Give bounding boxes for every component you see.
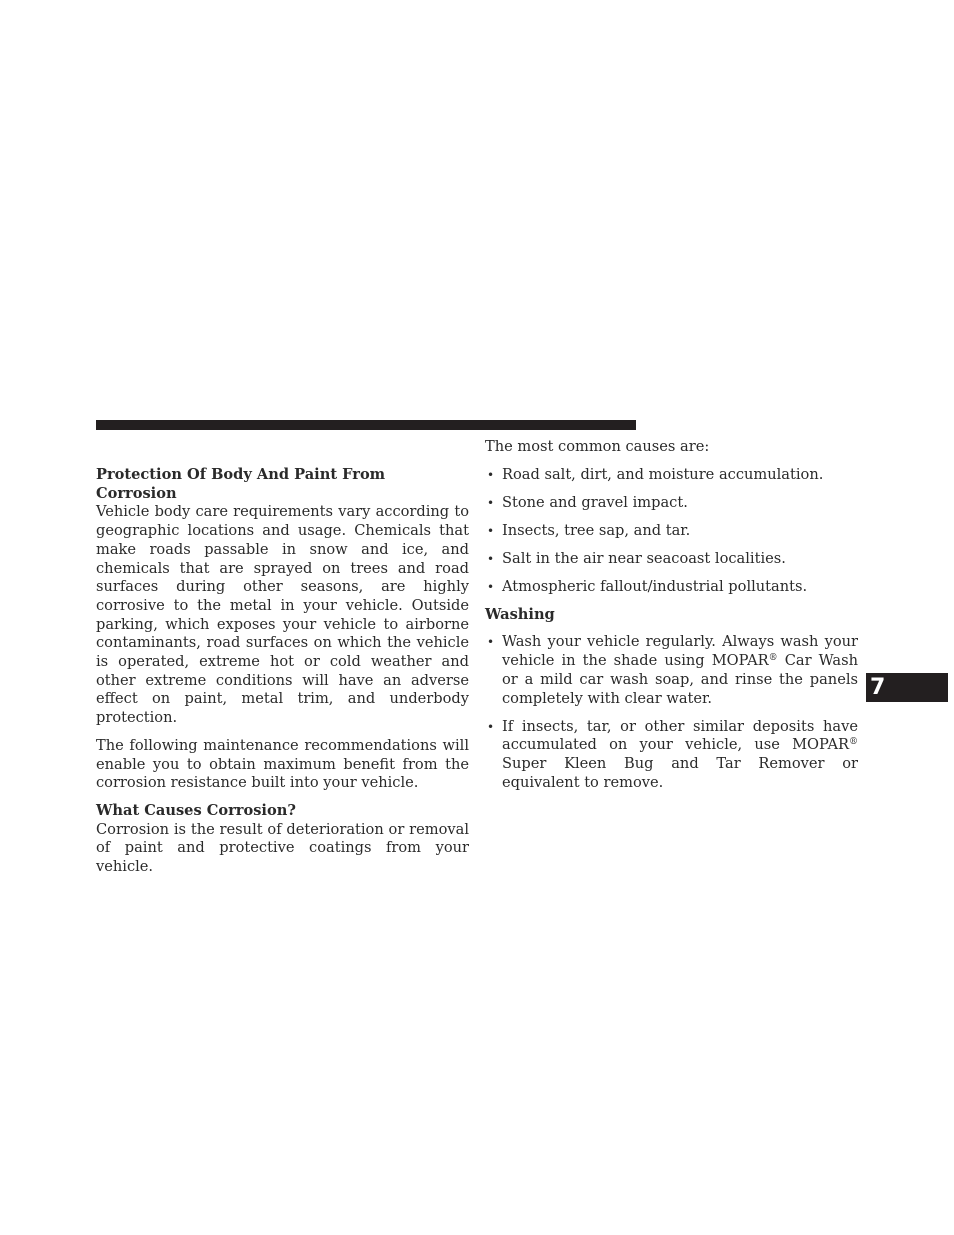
section-heading-corrosion-protection: Protection Of Body And Paint From Corrosion	[96, 466, 386, 502]
list-item: • Atmospheric fallout/industrial pollutants.	[487, 577, 808, 595]
bullet-icon: •	[487, 495, 495, 510]
causes-intro: The most common causes are:	[485, 438, 710, 455]
bullet-icon: •	[487, 551, 495, 566]
section-heading-causes: What Causes Corrosion?	[96, 801, 296, 819]
bullet-icon: •	[487, 467, 495, 482]
section-rule	[96, 420, 636, 430]
paragraph-maintenance: The following maintenance recommendations will enable you to obtain maximum benefit from the corrosion resistance built into your vehicle.	[96, 736, 469, 792]
list-item: • Salt in the air near seacoast localities.	[487, 549, 786, 567]
right-column	[485, 438, 858, 802]
bullet-icon: •	[487, 635, 495, 650]
paragraph-corrosion-definition: Corrosion is the result of deterioration or removal of paint and protective coatings from your vehicle.	[96, 820, 469, 876]
spacer	[96, 438, 469, 466]
chapter-tab: 7	[866, 673, 948, 702]
list-item: • If insects, tar, or other similar deposits have accumulated on your vehicle, use MOPAR® Super Kleen Bug and Tar Remover or equivalent to remove.	[487, 717, 858, 791]
paragraph-body-care: Vehicle body care requirements vary according to geographic locations and usage. Chemicals that make roads passable in snow and ice, and chemicals that are sprayed on trees and road surfaces during other seasons, are highly corrosive to the metal in your vehicle. Outside parking, which exposes your vehicle to airborne contaminants, road surfaces on which the vehicle is operated, extreme hot or cold weather and other extreme conditions will have an adverse effect on paint, metal trim, and underbody protection.	[96, 503, 469, 727]
bullet-icon: •	[487, 579, 495, 594]
bullet-icon: •	[487, 523, 495, 538]
section-heading-washing: Washing	[485, 605, 555, 623]
registered-mark: ®	[768, 653, 778, 664]
list-item: • Stone and gravel impact.	[487, 493, 688, 511]
list-item: • Road salt, dirt, and moisture accumulation.	[487, 465, 824, 483]
list-item: • Insects, tree sap, and tar.	[487, 521, 691, 539]
bullet-icon: •	[487, 719, 495, 734]
registered-mark: ®	[849, 737, 858, 748]
list-item: • Wash your vehicle regularly. Always wash your vehicle in the shade using MOPAR® Car Wash or a mild car wash soap, and rinse the panels completely with clear water.	[487, 633, 858, 707]
washing-list	[485, 633, 858, 792]
left-column	[96, 438, 469, 886]
causes-list	[485, 466, 858, 597]
